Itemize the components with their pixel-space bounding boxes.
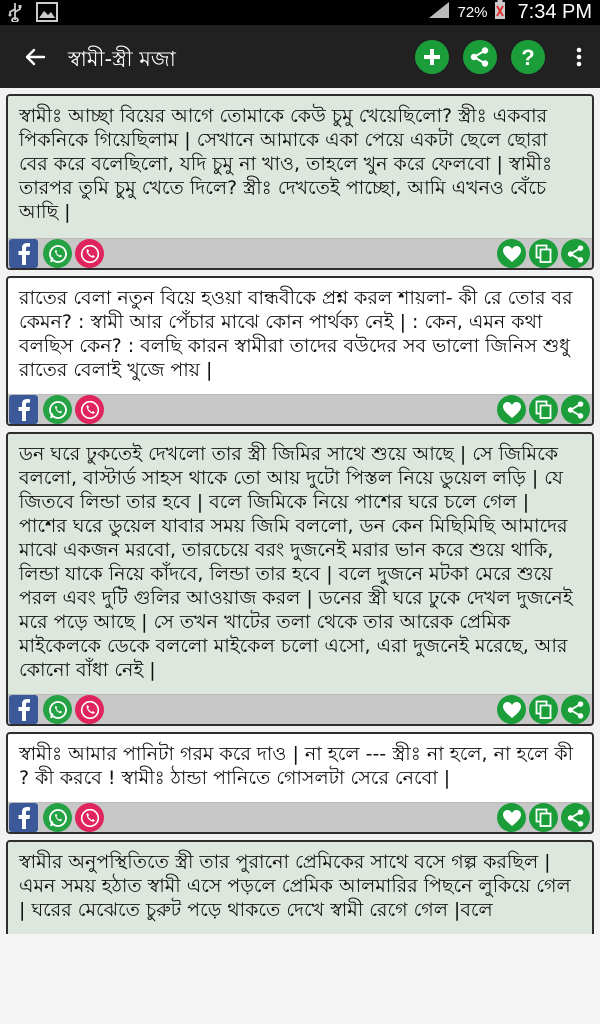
whatsapp-icon [48,700,68,720]
post-action-bar [8,238,592,268]
copy-icon [535,400,553,420]
phone-icon [80,400,100,420]
clock: 7:34 PM [517,1,592,23]
more-icon [574,45,584,69]
app-title: স্বামী-স্ত্রী মজা [68,47,176,71]
share-post-button[interactable] [561,395,590,424]
whatsapp-share-button[interactable] [43,803,72,832]
help-icon [517,46,539,68]
post-text: রাতের বেলা নতুন বিয়ে হওয়া বান্ধবীকে প্রশ্ন করল শায়লা- কী রে তোর বর কেমন? : স্বামী আর পেঁচার মাঝে কোন পার্থক্য নেই | : কেন, এমন কথা বলছিস কেন? : বলছি কারন স্বামীরা তাদের বউদের সব ভালো জিনিস শুধু রাতের বেলাই খুজে পায় | [19,287,573,381]
viber-share-button[interactable] [75,395,104,424]
facebook-icon [17,807,31,829]
favorite-button[interactable] [497,803,526,832]
post-list[interactable] [0,88,600,934]
copy-button[interactable] [529,395,558,424]
signal-icon [427,1,451,24]
favorite-button[interactable] [497,395,526,424]
facebook-icon [17,699,31,721]
heart-icon [502,809,522,827]
share-app-button[interactable] [463,40,497,74]
facebook-icon [17,243,31,265]
battery-percent: 72% [457,4,488,21]
whatsapp-icon [48,400,68,420]
whatsapp-share-button[interactable] [43,395,72,424]
copy-button[interactable] [529,239,558,268]
post-card [6,276,594,426]
share-icon [566,808,586,828]
heart-icon [502,401,522,419]
phone-icon [80,808,100,828]
favorite-button[interactable] [497,695,526,724]
post-card [6,732,594,834]
whatsapp-icon [48,808,68,828]
share-icon [566,700,586,720]
share-post-button[interactable] [561,695,590,724]
share-post-button[interactable] [561,803,590,832]
add-icon [421,46,443,68]
viber-share-button[interactable] [75,695,104,724]
copy-icon [535,808,553,828]
copy-button[interactable] [529,695,558,724]
heart-icon [502,701,522,719]
back-arrow-icon[interactable] [20,42,50,72]
post-text: স্বামীঃ আমার পানিটা গরম করে দাও | না হলে --- স্ত্রীঃ না হলে, না হলে কী ? কী করবে ! স্বামীঃ ঠান্ডা পানিতে গোসলটা সেরে নেবো | [19,743,574,789]
viber-share-button[interactable] [75,803,104,832]
post-card [6,94,594,270]
facebook-share-button[interactable] [9,803,38,832]
battery-icon [494,0,506,25]
share-icon [566,400,586,420]
svg-text:?: ? [521,46,535,68]
more-options-button[interactable] [574,45,584,69]
app-bar [0,25,600,88]
post-text: স্বামীঃ আচ্ছা বিয়ের আগে তোমাকে কেউ চুমু খেয়েছিলো? স্ত্রীঃ একবার পিকনিকে গিয়েছিলাম | সেখানে আমাকে একা পেয়ে একটা ছেলে ছোরা বের করে বলেছিলো, যদি চুমু না খাও, তাহলে খুন করে ফেলবো | স্বামীঃ তারপর তুমি চুমু খেতে দিলে? স্ত্রীঃ দেখতেই পাচ্ছো, আমি এখনও বেঁচে আছি | [8,96,592,242]
facebook-share-button[interactable] [9,395,38,424]
post-action-bar [8,802,592,832]
post-text: ডন ঘরে ঢুকতেই দেখলো তার স্ত্রী জিমির সাথে শুয়ে আছে | সে জিমিকে বললো, বাস্টার্ড সাহস থাকে তো আয় দুটো পিস্তল নিয়ে ডুয়েল লড়ি | যে জিতবে লিন্ডা তার হবে | বলে জিমিকে নিয়ে পাশের ঘরে চলে গেল | পাশের ঘরে ডুয়েল যাবার সময় জিমি বললো, ডন কেন মিছিমিছি আমাদের মাঝে একজন মরবো, তারচেয়ে বরং দুজনেই মরার ভান করে শুয়ে থাকি, লিন্ডা যাকে নিয়ে কাঁদবে, লিন্ডা তার হবে | বলে দুজনে মটকা মেরে শুয়ে পরল এবং দুটি গুলির আওয়াজ করল | ডনের স্ত্রী ঘরে ঢুকে দেখল দুজনেই মরে পড়ে আছে | সে তখন খাটের তলা থেকে তার আরেক প্রেমিক মাইকেলকে ডেকে বললো মাইকেল চলো এসো, এরা দুজনেই মরেছে, আর কোনো বাঁধা নেই | [8,434,592,698]
post-action-bar [8,694,592,724]
status-bar [0,0,600,25]
phone-icon [80,244,100,264]
copy-icon [535,700,553,720]
facebook-share-button[interactable] [9,239,38,268]
post-card [6,840,594,934]
help-button[interactable] [511,40,545,74]
facebook-share-button[interactable] [9,695,38,724]
phone-icon [80,700,100,720]
add-button[interactable] [415,40,449,74]
post-card [6,432,594,726]
whatsapp-share-button[interactable] [43,695,72,724]
usb-icon [8,2,22,26]
bottom-area [0,934,600,1024]
whatsapp-icon [48,244,68,264]
share-icon [469,46,491,68]
facebook-icon [17,399,31,421]
favorite-button[interactable] [497,239,526,268]
post-text: স্বামীর অনুপস্থিতিতে স্ত্রী তার পুরানো প্রেমিকের সাথে বসে গল্প করছিল | এমন সময় হঠাত স্বামী এসে পড়লে প্রেমিক আলমারির পিছনে লুকিয়ে গেল | ঘরের মেঝেতে চুরুট পড়ে থাকতে দেখে স্বামী রেগে গেল |বলে [8,842,592,934]
image-icon [36,2,58,26]
post-action-bar [8,394,592,424]
copy-icon [535,244,553,264]
copy-button[interactable] [529,803,558,832]
whatsapp-share-button[interactable] [43,239,72,268]
viber-share-button[interactable] [75,239,104,268]
share-icon [566,244,586,264]
share-post-button[interactable] [561,239,590,268]
heart-icon [502,245,522,263]
